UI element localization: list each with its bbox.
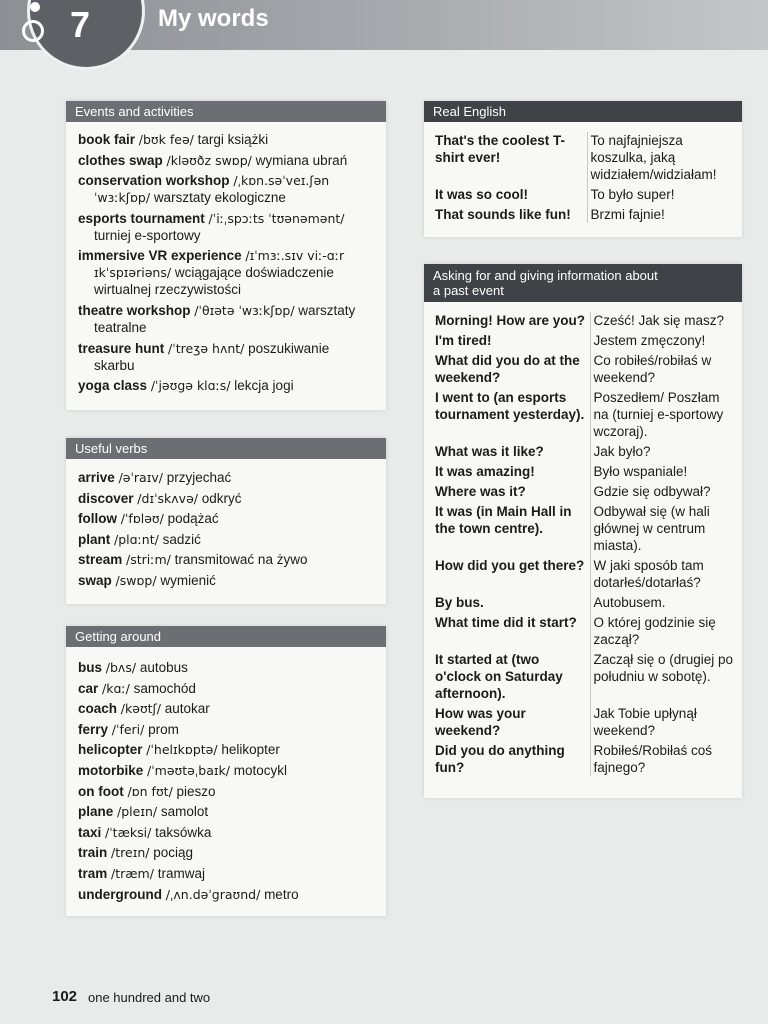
phrase-english: Did you do anything fun? — [435, 743, 565, 775]
vocab-ipa: /bʌs/ — [105, 660, 137, 675]
phrase-polish: Brzmi fajnie! — [587, 203, 738, 223]
unit-title: My words — [158, 5, 269, 32]
vocab-entry — [78, 377, 374, 394]
vocab-word: car — [78, 680, 99, 696]
vocab-ipa: /kləʊðz swɒp/ — [166, 152, 252, 168]
vocab-entry — [78, 865, 374, 882]
phrase-english: What time did it start? — [435, 615, 577, 630]
vocab-word: train — [78, 845, 108, 861]
vocab-ipa: /pleɪn/ — [117, 804, 158, 820]
vocab-ipa: /əˈraɪv/ — [118, 470, 163, 485]
vocab-translation: przyjechać — [166, 470, 232, 485]
vocab-word: underground — [78, 886, 162, 902]
vocab-entry — [78, 721, 374, 738]
vocab-translation: warsztaty — [298, 302, 356, 318]
phrase-polish: To było super! — [587, 183, 738, 203]
phrase-english: I went to (an esports tournament yesterday). — [435, 390, 585, 422]
vocab-entry — [78, 762, 374, 779]
vocab-word: theatre workshop — [78, 302, 191, 318]
phrase-polish: Autobusem. — [590, 591, 740, 611]
vocab-translation: wciągające doświadczenie — [174, 265, 334, 281]
past-event-table — [432, 312, 740, 776]
vocab-entry — [78, 247, 374, 298]
phrase-polish: To najfajniejsza koszulka, jaką widziałem/widziałam! — [587, 132, 738, 183]
vocab-translation: helikopter — [221, 742, 280, 758]
vocab-ipa-continued: ɪkˈspɪəriəns/ — [94, 265, 172, 281]
getting-around-heading: Getting around — [66, 626, 386, 647]
phrase-polish: Zaczął się o (drugiej po południu w sobotę). — [590, 648, 740, 702]
past-event-heading — [424, 264, 742, 302]
vocab-translation: poszukiwanie — [248, 340, 330, 356]
phrase-english: Where was it? — [435, 484, 526, 499]
vocab-entry — [78, 531, 374, 548]
phrase-english: It was amazing! — [435, 464, 535, 479]
vocab-word: book fair — [78, 132, 136, 147]
table-row — [432, 349, 740, 386]
vocab-translation: warsztaty ekologiczne — [153, 190, 286, 206]
ring-decoration-icon — [22, 20, 44, 42]
real-english-box — [424, 101, 742, 237]
vocab-word: clothes swap — [78, 152, 163, 168]
phrase-english: How was your weekend? — [435, 706, 526, 738]
vocab-word: treasure hunt — [78, 340, 165, 356]
vocab-entry — [78, 172, 374, 206]
vocab-ipa: /dɪˈskʌvə/ — [137, 490, 198, 506]
phrase-english: Morning! How are you? — [435, 313, 585, 328]
vocab-translation: lekcja jogi — [234, 378, 294, 394]
phrase-polish: Poszedłem/ Poszłam na (turniej e-sportowy wczoraj). — [590, 386, 740, 440]
vocab-word: conservation workshop — [78, 173, 230, 189]
vocab-ipa: /kəʊtʃ/ — [120, 701, 161, 717]
phrase-english: It was (in Main Hall in the town centre). — [435, 504, 572, 536]
vocab-translation: autobus — [139, 660, 188, 675]
vocab-ipa: /ˈjəʊgə klɑːs/ — [150, 378, 231, 394]
vocab-translation: transmitować na żywo — [174, 552, 308, 568]
phrase-polish: Jak Tobie upłynął weekend? — [590, 702, 740, 739]
vocab-entry — [78, 844, 374, 861]
past-event-heading-line1: Asking for and giving information about — [433, 268, 658, 283]
table-row — [432, 183, 738, 203]
vocab-word: motorbike — [78, 762, 144, 778]
table-row — [432, 386, 740, 440]
events-activities-box — [66, 101, 386, 410]
table-row — [432, 440, 740, 460]
phrase-polish: Jak było? — [590, 440, 740, 460]
vocab-translation-continued: teatralne — [94, 319, 147, 335]
vocab-ipa: /ˈferi/ — [111, 721, 145, 737]
vocab-translation: prom — [148, 721, 179, 737]
phrase-polish: Cześć! Jak się masz? — [590, 312, 740, 329]
vocab-entry — [78, 152, 374, 169]
phrase-polish: Było wspaniale! — [590, 460, 740, 480]
vocab-word: helicopter — [78, 742, 143, 758]
vocab-entry — [78, 469, 374, 486]
vocab-ipa: /kɑː/ — [102, 680, 130, 696]
table-row — [432, 611, 740, 648]
vocab-ipa: /striːm/ — [126, 552, 171, 568]
vocab-ipa: /bʊk feə/ — [138, 132, 194, 147]
table-row — [432, 554, 740, 591]
page-number: 102 — [52, 988, 78, 1005]
vocab-entry — [78, 700, 374, 717]
vocab-translation: wymienić — [160, 572, 216, 588]
vocab-word: stream — [78, 552, 123, 568]
phrase-english: That sounds like fun! — [435, 207, 571, 222]
table-row — [432, 329, 740, 349]
vocab-entry — [78, 886, 374, 903]
real-english-table — [432, 132, 738, 223]
vocab-translation: sadzić — [162, 531, 201, 547]
phrase-english: By bus. — [435, 595, 484, 610]
vocab-word: plane — [78, 804, 114, 820]
phrase-polish: Co robiłeś/robiłaś w weekend? — [590, 349, 740, 386]
vocab-ipa: /ˈhelɪkɒptə/ — [146, 742, 218, 758]
table-row — [432, 460, 740, 480]
phrase-polish: Robiłeś/Robiłaś coś fajnego? — [590, 739, 740, 776]
vocab-ipa: /ɒn fʊt/ — [127, 783, 173, 799]
table-row — [432, 591, 740, 611]
table-row — [432, 132, 738, 183]
vocab-translation: samochód — [133, 680, 196, 696]
dot-decoration-icon — [30, 2, 40, 12]
vocab-entry — [78, 210, 374, 244]
vocab-translation: autokar — [164, 701, 210, 717]
events-activities-heading: Events and activities — [66, 101, 386, 122]
phrase-english: How did you get there? — [435, 558, 585, 573]
table-row — [432, 312, 740, 329]
vocab-translation: pieszo — [176, 783, 216, 799]
vocab-entry — [78, 340, 374, 374]
vocab-translation: tramwaj — [157, 865, 205, 881]
vocab-word: tram — [78, 865, 108, 881]
vocab-entry — [78, 659, 374, 676]
vocab-ipa: /plɑːnt/ — [114, 531, 159, 547]
phrase-english: What did you do at the weekend? — [435, 353, 580, 385]
vocab-word: arrive — [78, 470, 115, 485]
vocab-translation: taksówka — [155, 824, 212, 840]
past-event-box — [424, 264, 742, 798]
vocab-entry — [78, 551, 374, 568]
vocab-entry — [78, 490, 374, 507]
vocab-word: esports tournament — [78, 210, 205, 226]
vocab-entry — [78, 741, 374, 758]
phrase-polish: O której godzinie się zaczął? — [590, 611, 740, 648]
phrase-polish: Jestem zmęczony! — [590, 329, 740, 349]
vocab-word: taxi — [78, 824, 102, 840]
phrase-polish: Gdzie się odbywał? — [590, 480, 740, 500]
page-number-words: one hundred and two — [88, 990, 211, 1005]
vocab-translation-continued: wirtualnej rzeczywistości — [94, 282, 242, 298]
vocab-translation: pociąg — [153, 845, 194, 861]
vocab-word: on foot — [78, 783, 124, 799]
vocab-entry — [78, 680, 374, 697]
getting-around-box — [66, 626, 386, 916]
vocab-entry — [78, 131, 374, 148]
vocab-ipa: /ˈtreʒə hʌnt/ — [168, 340, 245, 356]
vocab-ipa-continued: ˈwɜːkʃɒp/ — [94, 190, 151, 206]
vocab-word: immersive VR experience — [78, 248, 242, 264]
table-row — [432, 500, 740, 554]
vocab-ipa: /træm/ — [111, 865, 154, 881]
vocab-word: bus — [78, 660, 103, 675]
useful-verbs-box — [66, 438, 386, 604]
vocab-entry — [78, 803, 374, 820]
vocab-word: ferry — [78, 721, 109, 737]
useful-verbs-heading: Useful verbs — [66, 438, 386, 459]
vocab-word: discover — [78, 490, 134, 506]
vocab-translation: odkryć — [201, 490, 242, 506]
phrase-english: What was it like? — [435, 444, 544, 459]
vocab-ipa: /ˈməʊtəˌbaɪk/ — [147, 762, 230, 778]
phrase-polish: W jaki sposób tam dotarłeś/dotarłaś? — [590, 554, 740, 591]
vocab-ipa: /ˈfɒləʊ/ — [120, 511, 164, 527]
vocab-word: yoga class — [78, 378, 148, 394]
vocab-translation-continued: skarbu — [94, 357, 135, 373]
vocab-word: swap — [78, 572, 112, 588]
vocab-translation: motocykl — [233, 762, 288, 778]
vocab-ipa: /ˈtæksi/ — [105, 824, 152, 840]
table-row — [432, 702, 740, 739]
vocab-ipa: /ˈθɪətə ˈwɜːkʃɒp/ — [194, 302, 295, 318]
phrase-english: It started at (two o'clock on Saturday afternoon). — [435, 652, 563, 701]
vocab-word: coach — [78, 701, 118, 717]
phrase-english: I'm tired! — [435, 333, 492, 348]
unit-number: 7 — [70, 4, 91, 45]
vocab-ipa: /ˌʌn.dəˈgraʊnd/ — [165, 886, 261, 902]
vocab-translation: metro — [264, 886, 299, 902]
vocab-entry — [78, 302, 374, 336]
vocab-ipa: /ɪˈmɜː.sɪv viː-ɑːr — [245, 248, 345, 264]
vocab-entry — [78, 783, 374, 800]
table-row — [432, 739, 740, 776]
vocab-ipa: /ˌkɒn.səˈveɪ.ʃən — [233, 173, 330, 189]
past-event-heading-line2: a past event — [433, 283, 504, 298]
table-row — [432, 480, 740, 500]
vocab-translation: samolot — [160, 804, 209, 820]
vocab-word: plant — [78, 531, 111, 547]
phrase-english: It was so cool! — [435, 187, 529, 202]
phrase-english: That's the coolest T-shirt ever! — [435, 133, 565, 165]
vocab-translation: turniej e-sportowy — [94, 227, 201, 243]
real-english-heading: Real English — [424, 101, 742, 122]
vocab-entry — [78, 510, 374, 527]
vocab-entry — [78, 824, 374, 841]
vocab-translation: targi książki — [197, 132, 269, 147]
table-row — [432, 648, 740, 702]
vocab-ipa: /treɪn/ — [111, 845, 150, 861]
vocab-translation: wymiana ubrań — [255, 152, 348, 168]
vocab-ipa: /swɒp/ — [115, 572, 157, 588]
vocab-translation: podążać — [167, 511, 219, 527]
phrase-polish: Odbywał się (w hali głównej w centrum miasta). — [590, 500, 740, 554]
table-row — [432, 203, 738, 223]
vocab-entry — [78, 572, 374, 589]
vocab-ipa: /ˈiːˌspɔːts ˈtʊənəmənt/ — [208, 210, 345, 226]
vocab-word: follow — [78, 511, 117, 527]
